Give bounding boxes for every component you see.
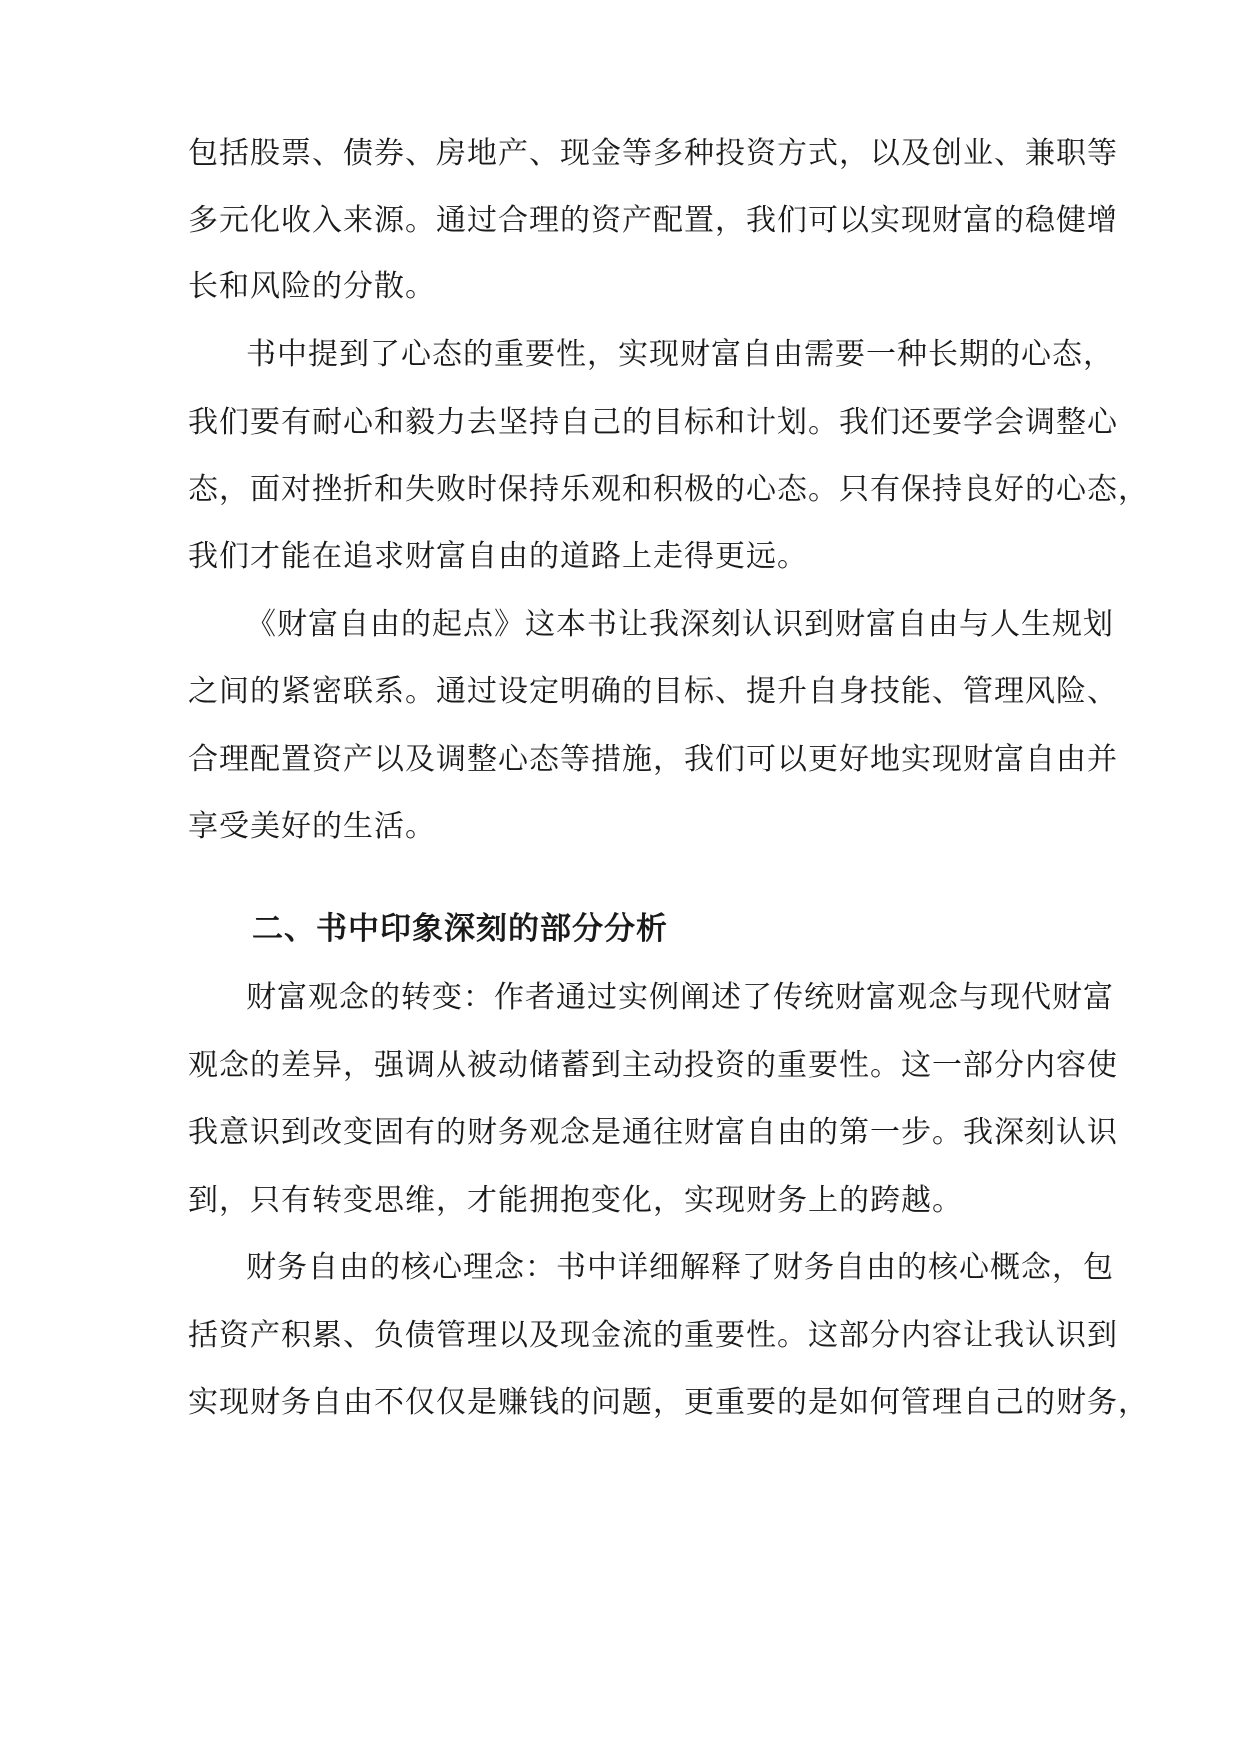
paragraph-line: 实现财务自由不仅仅是赚钱的问题，更重要的是如何管理自己的财务， <box>188 1385 1149 1420</box>
paragraph-line: 享受美好的生活。 <box>188 809 436 844</box>
paragraph-line: 我意识到改变固有的财务观念是通往财富自由的第一步。我深刻认识 <box>188 1115 1118 1150</box>
paragraph-line: 书中提到了心态的重要性，实现财富自由需要一种长期的心态， <box>246 337 1114 372</box>
paragraph-line: 长和风险的分散。 <box>188 269 436 304</box>
paragraph-line: 《财富自由的起点》这本书让我深刻认识到财富自由与人生规划 <box>246 607 1114 642</box>
paragraph-line: 我们要有耐心和毅力去坚持自己的目标和计划。我们还要学会调整心 <box>188 405 1118 440</box>
paragraph-line: 我们才能在追求财富自由的道路上走得更远。 <box>188 539 808 574</box>
paragraph-line: 态，面对挫折和失败时保持乐观和积极的心态。只有保持良好的心态， <box>188 472 1149 507</box>
paragraph-line: 合理配置资产以及调整心态等措施，我们可以更好地实现财富自由并 <box>188 742 1118 777</box>
paragraph-line: 多元化收入来源。通过合理的资产配置，我们可以实现财富的稳健增 <box>188 203 1118 238</box>
paragraph-line: 财富观念的转变：作者通过实例阐述了传统财富观念与现代财富 <box>246 980 1114 1015</box>
paragraph-line: 观念的差异，强调从被动储蓄到主动投资的重要性。这一部分内容使 <box>188 1048 1118 1083</box>
paragraph-line: 括资产积累、负债管理以及现金流的重要性。这部分内容让我认识到 <box>188 1318 1118 1353</box>
paragraph-line: 到，只有转变思维，才能拥抱变化，实现财务上的跨越。 <box>188 1183 963 1218</box>
paragraph-line: 财务自由的核心理念：书中详细解释了财务自由的核心概念，包 <box>246 1250 1114 1285</box>
paragraph-line: 之间的紧密联系。通过设定明确的目标、提升自身技能、管理风险、 <box>188 674 1118 709</box>
paragraph-line: 包括股票、债券、房地产、现金等多种投资方式，以及创业、兼职等 <box>188 136 1118 171</box>
section-heading: 二、书中印象深刻的部分分析 <box>252 911 668 947</box>
